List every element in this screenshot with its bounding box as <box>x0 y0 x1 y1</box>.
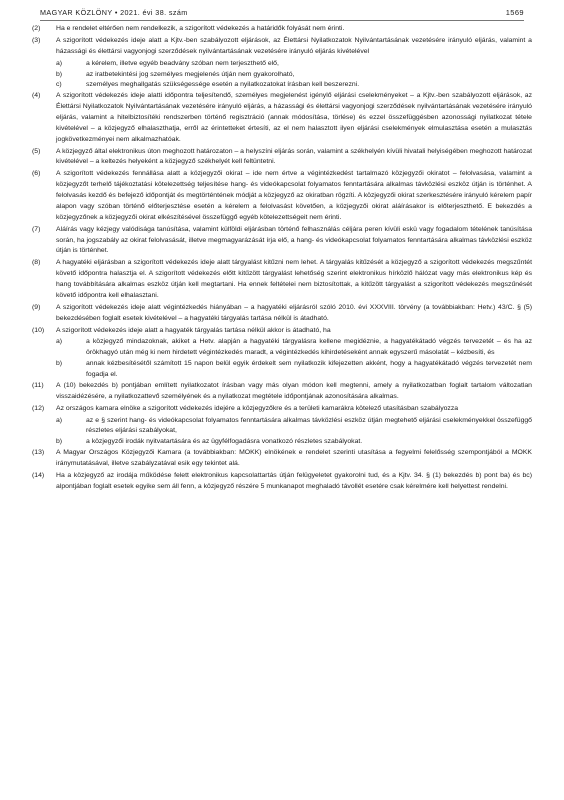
paragraph-text: A szigorított védekezés ideje alatt a Kjtv.-ben szabályozott eljárások, az Élettársi Nyilatkozatok Nyilvántartásának vezetésére irányuló eljárás, valamint a házassági és élettársi vagyonjogi szerződések nyilvántartásának vezetésére irányuló eljárás kivételével <box>56 36 532 55</box>
list-item-text: az iratbetekintési jog személyes megjelenés útján nem gyakorolható, <box>86 70 295 78</box>
list-item <box>32 70 532 81</box>
paragraph-number: (2) <box>32 25 41 32</box>
paragraph-text: A szigorított védekezés ideje alatt végintézkedés hiányában – a hagyatéki eljárásról szóló 2010. évi XXXVIII. törvény (a továbbiakban: Hetv.) 43/C. § (5) bekezdésében foglalt esetek kivételével – a hagyatéki tárgyalás tartása nélkül is átadható. <box>56 303 532 322</box>
list-item-letter: c) <box>56 81 62 89</box>
list-item <box>32 337 532 359</box>
paragraph-text: A Magyar Országos Közjegyzői Kamara (a továbbiakban: MOKK) elnökének e rendelet szerinti utasítása a fegyelmi felelősség szempontjából a MOKK iránymutatásával, illetve szabályzatával esik egy tekintet alá. <box>56 449 532 467</box>
paragraph-number: (11) <box>32 381 44 389</box>
paragraph-text: A szigorított védekezés fennállása alatt a közjegyzői okirat – ide nem értve a végintézkedést tartalmazó közjegyzői okiratot – felolvasása, valamint a közjegyzőt terhelő tájékoztatási kötelezettség teljesítése hang- és videókapcsolat folyamatos fenntartására alkalmas távközlési eszköz útján is történhet. A felolvasás kezdő és befejező időpontját és megtörténtének módját a közjegyző az okiratban rögzíti. A közjegyzői okirat szerkesztésére irányuló kérelem papír alapon vagy szóban történő előterjesztése esetén a kérelem a felolvasást követően, a közjegyzői okirat aláírásakor is előterjeszthető. E bekezdés a közjegyzőnek a közjegyzői okirat elkészítésével összefüggő egyéb kötelezettségeit nem érinti. <box>56 170 532 221</box>
paragraph <box>32 404 532 415</box>
list-item <box>32 437 532 448</box>
paragraph-text: A közjegyző által elektronikus úton meghozott határozaton – a helyszíni eljárás során, valamint a székhelyén kívüli hivatali helyiségében meghozott határozat kivételével – a keltezés helyeként a közjegyző székhelyét kell feltüntetni. <box>56 147 532 166</box>
list-item-letter: b) <box>56 70 63 78</box>
list-item-letter: b) <box>56 438 63 446</box>
list-item-text: annak kézbesítésétől számított 15 napon belül egyik érdekelt sem nyilatkozik kifejezetten akként, hogy a hagyatékátadó végzés tervezetét nem fogadja el. <box>86 360 532 378</box>
paragraph-number: (13) <box>32 449 45 457</box>
paragraph-number: (4) <box>32 92 41 100</box>
header-divider <box>40 20 524 21</box>
list-item-text: személyes meghallgatás szükségessége esetén a nyilatkozatokat írásban kell beszerezni. <box>86 81 360 89</box>
list-item-letter: a) <box>56 338 63 346</box>
paragraph-text: Az országos kamara elnöke a szigorított védekezés idejére a közjegyzőkre és a területi kamarákra kötelező utasításban szabályozza <box>56 404 459 412</box>
paragraph <box>32 36 532 58</box>
paragraph-number: (12) <box>32 404 45 412</box>
paragraph <box>32 471 532 493</box>
paragraph-number: (3) <box>32 36 41 44</box>
paragraph-text: Ha a közjegyző az irodája működése felett elektronikus kapcsolattartás útján felügyeletet gyakorolni tud, és a Kjtv. 34. § (1) bekezdés b) pont ba) és bc) alpontjában foglalt esetek egyike sem áll fenn, a közjegyző részére 5 munkanapot meghaladó távollét esetére csak kérelmére kell helyettest rendelni. <box>56 471 532 490</box>
paragraph-text: A hagyatéki eljárásban a szigorított védekezés ideje alatt tárgyalást kitűzni nem lehet. A tárgyalás kitűzését a közjegyző a szigorított védekezés megszűntét követő időpontra halasztja el. A szigorított védekezés előtt kitűzött tárgyalást lehetőség szerint elektronikus hírközlő hálózat vagy más elektronikus kép és hang továbbítására alkalmas eszköz útján kell megtartani. Ha ennek feltételei nem biztosítottak, a kitűzött tárgyalást a szigorított védekezés megszűnését követő időpontra kell elhalasztani. <box>56 259 532 299</box>
list-item-text: a közjegyzői irodák nyitvatartására és az ügyfélfogadásra vonatkozó részletes szabályokat. <box>86 438 363 446</box>
list-item-letter: a) <box>56 59 63 67</box>
paragraph-text: A (10) bekezdés b) pontjában említett nyilatkozatot írásban vagy más olyan módon kell megtenni, amely a nyilatkozatban foglalt tartalom változatlan visszaidézésére, a nyilatkozattevő személyének és a nyilatkozat megtétele időpontjának azonosítására alkalmas. <box>56 381 532 400</box>
list-item-letter: b) <box>56 360 63 368</box>
paragraph <box>32 381 532 403</box>
paragraph <box>32 169 532 223</box>
paragraph <box>32 326 532 337</box>
list-item <box>32 359 532 381</box>
page-header <box>40 6 524 20</box>
journal-title: MAGYAR KÖZLÖNY • 2021. évi 38. szám <box>40 8 188 17</box>
list-item <box>32 80 532 91</box>
paragraph-number: (14) <box>32 471 45 479</box>
paragraph <box>32 24 532 35</box>
page-number: 1569 <box>505 8 524 17</box>
paragraph <box>32 258 532 301</box>
paragraph-text: Aláírás vagy kézjegy valódisága tanúsítása, valamint külföldi eljárásban történő felhasználás céljára peren kívüli eskü vagy fogadalom tételének tanúsítása során, ha jogszabály az okirat felolvasását, illetve megmagyarázását írja elő, a hang- és videókapcsolat folyamatos fenntartására alkalmas távközlési eszköz útján is történhet. <box>56 225 532 255</box>
paragraph-text: Ha e rendelet eltérően nem rendelkezik, a szigorított védekezés a határidők folyását nem érinti. <box>56 25 345 32</box>
paragraph <box>32 225 532 258</box>
paragraph <box>32 303 532 325</box>
paragraph-number: (10) <box>32 326 45 334</box>
paragraph-number: (9) <box>32 303 41 311</box>
list-item-text: az e § szerint hang- és videókapcsolat folyamatos fenntartására alkalmas távközlési eszköz útján megtehető eljárási cselekményekkel összefüggő részletes eljárási szabályokat, <box>86 416 532 435</box>
paragraph-number: (7) <box>32 225 41 233</box>
paragraph <box>32 448 532 470</box>
list-item-text: a közjegyző mindazoknak, akiket a Hetv. alapján a hagyatéki tárgyalásra kellene megidéznie, a hagyatékátadó végzés tervezetét – és ha az örökhagyó után még ki nem hirdetett végintézkedés maradt, a végintézkedés kihirdetéseként annak egyszerű másolatát – kézbesíti, és <box>86 338 532 357</box>
paragraph-text: A szigorított védekezés ideje alatt a hagyaték tárgyalás tartása nélkül akkor is átadható, ha <box>56 326 331 334</box>
list-item-text: a kérelem, illetve egyéb beadvány szóban nem terjeszthető elő, <box>86 59 279 67</box>
paragraph <box>32 147 532 169</box>
paragraph-number: (8) <box>32 259 41 267</box>
list-item-letter: a) <box>56 416 63 424</box>
paragraph-number: (5) <box>32 147 41 155</box>
paragraph <box>32 91 532 145</box>
paragraph-number: (6) <box>32 170 41 178</box>
list-item <box>32 59 532 70</box>
document-body <box>32 24 532 494</box>
list-item <box>32 416 532 438</box>
paragraph-text: A szigorított védekezés ideje alatti időpontra teljesítendő, személyes megjelenést igénylő eljárási cselekményeket – a Kjtv.-ben szabályozott eljárások, az Élettársi Nyilatkozatok Nyilvántartásának vezetésére irányuló eljárás, a házassági és élettársi vagyonjogi szerződések nyilvántartásának vezetésére irányuló eljárás, valamint a hitelbiztosítéki rendszerben történő regisztráció (annak módosítása, törlése) és ezzel összefüggésben azonossági nyilatkozat tétele kivételével – a közjegyző elhalaszthatja, erről az érintetteket értesíti, az el nem halasztott ilyen eljárási cselekmények elmulasztása esetén a mulasztás jogkövetkezményei nem alkalmazhatóak. <box>56 92 532 143</box>
